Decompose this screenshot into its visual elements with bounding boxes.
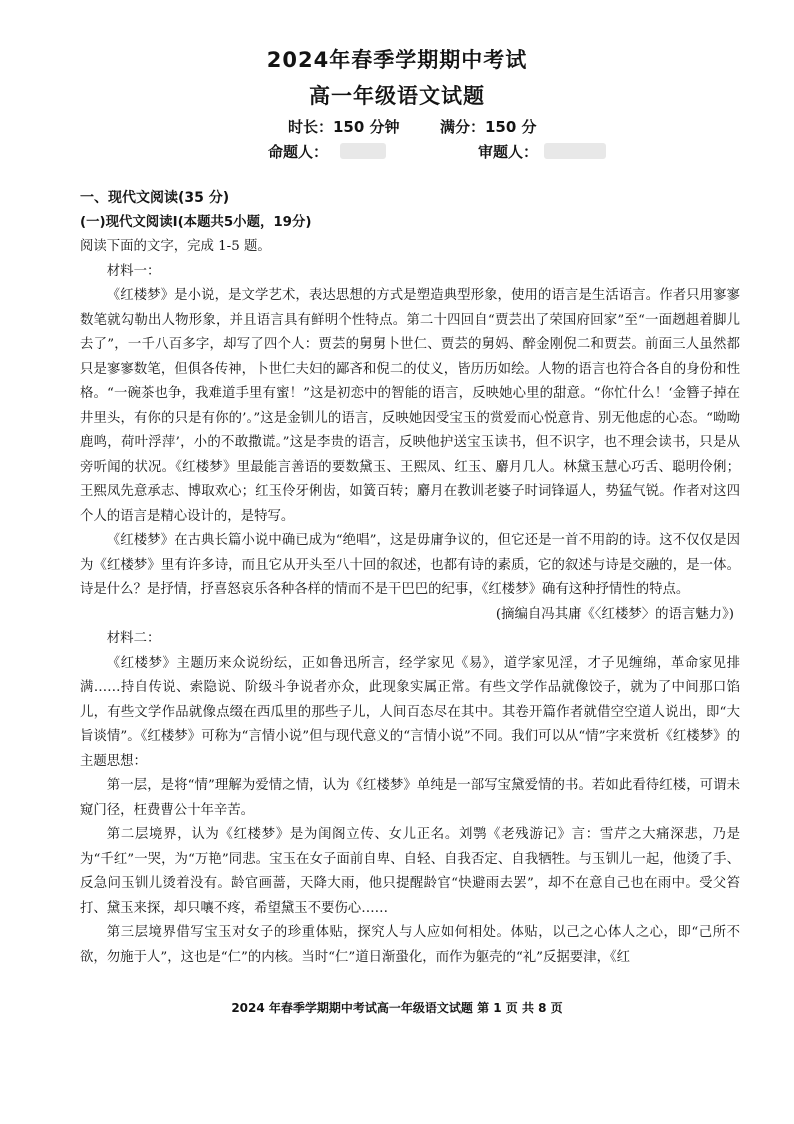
material1-label: 材料一： (106, 263, 161, 279)
material2-label: 材料二： (106, 631, 161, 646)
section-subheading: (一)现代文阅读Ⅰ(本题共5小题，19分) (80, 214, 312, 230)
material1-source: (摘编自冯其庸《〈红楼梦〉的语言魅力》) (495, 606, 734, 622)
exam-body (80, 186, 740, 970)
material2-paragraph-4: 第三层境界借写宝玉对女子的珍重体贴，探究人与人应如何相处。体贴，以己之心体人之心，即“己所不欲，勿施于人”，这也是“仁”的内核。当时“仁”道日渐蛩化，而作为躯壳的“礼”反据要津，《红 (80, 925, 740, 965)
exam-duration: 时长：150 分钟 (288, 118, 400, 136)
material2-paragraph-1: 《红楼梦》主题历来众说纷纭，正如鲁迅所言，经学家见《易》，道学家见淫，才子见缠绵，革命家见排满……持自传说、索隐说、阶级斗争说者亦众，此现象实属正常。有些文学作品就像饺子，就为了中间那口馅儿，有些文学作品就像点缀在西瓜里的那些子儿，人间百态尽在其中。其卷开篇作者就借空空道人说出，即“大旨谈情”。《红楼梦》可称为“言情小说”但与现代意义的“言情小说”不同。我们可以从“情”字来赏析《红楼梦》的主题思想： (80, 655, 740, 769)
reviewer-name-redacted (544, 143, 606, 159)
reading-instruction: 阅读下面的文字，完成 1-5 题。 (80, 239, 271, 254)
setter-label: 命题人： (268, 143, 329, 161)
exam-title: 2024年春季学期期中考试 (266, 48, 528, 72)
exam-score: 满分：150 分 (440, 118, 537, 136)
material2-paragraph-3: 第二层境界，认为《红楼梦》是为闺阁立传、女儿正名。刘鹗《老残游记》言：雪芹之大痛深悲，乃是为“千红”一哭，为“万艳”同悲。宝玉在女子面前自卑、自轻、自我否定、自我牺牲。与玉钏儿一起，他烫了手、反急问玉钏儿烫着没有。龄官画蔷，天降大雨，他只提醒龄官“快避雨去罢”，却不在意自己也在雨中。受父笞打、黛玉来探，却只嚷不疼，希望黛玉不要伤心…… (80, 827, 740, 916)
exam-subtitle: 高一年级语文试题 (309, 84, 485, 108)
setter-name-redacted (340, 143, 386, 159)
section-heading: 一、现代文阅读(35 分) (80, 190, 230, 206)
reviewer-label: 审题人： (478, 143, 539, 161)
material1-paragraph-1: 《红楼梦》是小说，是文学艺术，表达思想的方式是塑造典型形象，使用的语言是生活语言。作者只用寥寥数笔就勾勒出人物形象，并且语言具有鲜明个性特点。第二十四回自“贾芸出了荣国府回家”至“一面趔趄着脚儿去了”，一千八百多字，却写了四个人：贾芸的舅舅卜世仁、贾芸的舅妈、醉金刚倪二和贾芸。前面三人虽然都只是寥寥数笔，但俱各传神，卜世仁夫妇的鄙吝和倪二的仗义，皆历历如绘。人物的语言也符合各自的身份和性格。“一碗茶也争，我难道手里有蜜！”这是初恋中的智能的语言，反映她心里的甜意。“你忙什么！‘金簪子掉在井里头，有你的只是有你的’。”这是金钏儿的语言，反映她因受宝玉的赏爱而心悦意肯、别无他虑的心态。“呦呦鹿鸣，荷叶浮萍’，小的不敢撒谎。”这是李贵的语言，反映他护送宝玉读书，但不识字，也不理会读书，只是从旁听闻的状况。《红楼梦》里最能言善语的要数黛玉、王熙凤、红玉、麝月几人。林黛玉慧心巧舌、聪明伶俐；王熙凤先意承志、博取欢心；红玉伶牙俐齿，如簧百转；麝月在教训老婆子时词锋逼人，势猛气锐。作者对这四个人的语言是精心设计的，是特写。 (80, 288, 740, 524)
material1-paragraph-2: 《红楼梦》在古典长篇小说中确已成为“绝唱”，这是毋庸争议的，但它还是一首不用韵的诗。这不仅仅是因为《红楼梦》里有许多诗，而且它从开头至八十回的叙述，也都有诗的素质，它的叙述与诗是交融的，是一体。诗是什么？是抒情，抒喜怒哀乐各种各样的情而不是干巴巴的纪事，《红楼梦》确有这种抒情性的特点。 (80, 533, 740, 597)
material2-paragraph-2: 第一层，是将“情”理解为爱情之情，认为《红楼梦》单纯是一部写宝黛爱情的书。若如此看待红楼，可谓未窥门径，枉费曹公十年辛苦。 (80, 778, 740, 818)
page-footer: 2024 年春季学期期中考试高一年级语文试题 第 1 页 共 8 页 (231, 1001, 563, 1015)
